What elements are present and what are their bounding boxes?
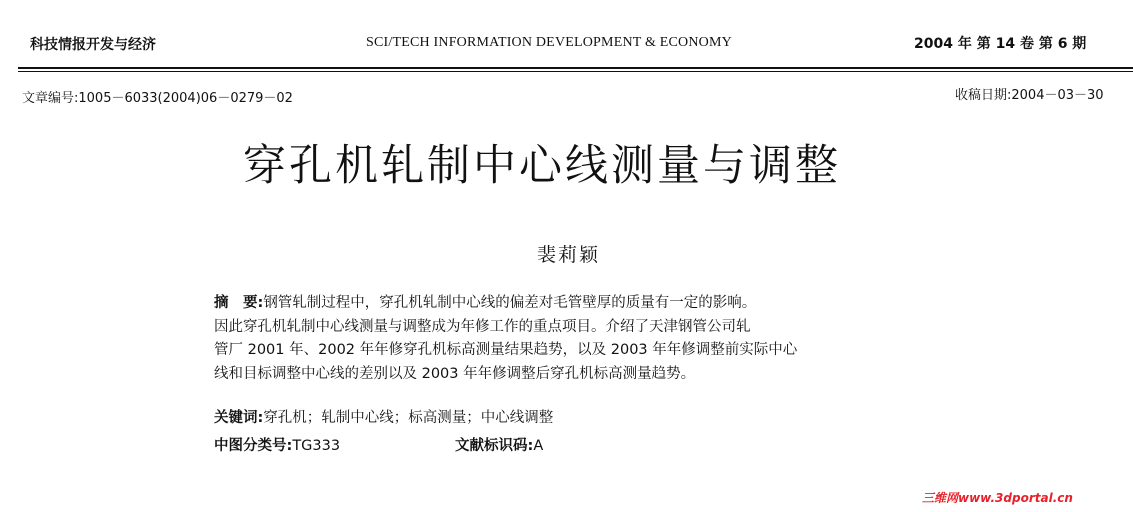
- abstract-text-1: 钢管轧制过程中，穿孔机轧制中心线的偏差对毛管壁厚的质量有一定的影响。: [263, 295, 757, 311]
- journal-name-en: SCI/TECH INFORMATION DEVELOPMENT & ECONOMY: [366, 35, 732, 50]
- paper-author: 裴莉颖: [537, 244, 601, 266]
- abstract-label: 摘 要:: [214, 295, 264, 311]
- abstract-line-2: 因此穿孔机轧制中心线测量与调整成为年修工作的重点项目。介绍了天津钢管公司轧: [214, 318, 751, 335]
- header-rule-thick: [18, 67, 1133, 69]
- classification-line: [214, 434, 340, 455]
- watermark: 三维网www.3dportal.cn: [922, 491, 1073, 505]
- keywords-value: 穿孔机；轧制中心线；标高测量；中心线调整: [263, 410, 554, 426]
- keywords-line: [214, 406, 553, 427]
- keywords-label: 关键词:: [214, 410, 264, 426]
- paper-title: 穿孔机轧制中心线测量与调整: [243, 141, 841, 191]
- document-code-value: A: [533, 438, 544, 454]
- abstract-line-1: [214, 292, 974, 316]
- abstract-line-3: 管厂 2001 年、2002 年年修穿孔机标高测量结果趋势，以及 2003 年年修调整前实际中心: [214, 342, 798, 358]
- classification-value: TG333: [292, 438, 341, 454]
- classification-label: 中图分类号:: [214, 438, 293, 454]
- article-number: 文章编号:1005－6033(2004)06－0279－02: [22, 91, 293, 106]
- document-code-line: [455, 434, 543, 455]
- issue-info: 2004 年 第 14 卷 第 6 期: [914, 36, 1087, 52]
- abstract-block: [214, 292, 974, 386]
- journal-name-cn: 科技情报开发与经济: [30, 37, 156, 53]
- abstract-line-4: 线和目标调整中心线的差别以及 2003 年年修调整后穿孔机标高测量趋势。: [214, 365, 696, 382]
- header-rule-thin: [18, 71, 1133, 72]
- document-code-label: 文献标识码:: [455, 438, 534, 454]
- received-date: 收稿日期:2004－03－30: [955, 88, 1104, 103]
